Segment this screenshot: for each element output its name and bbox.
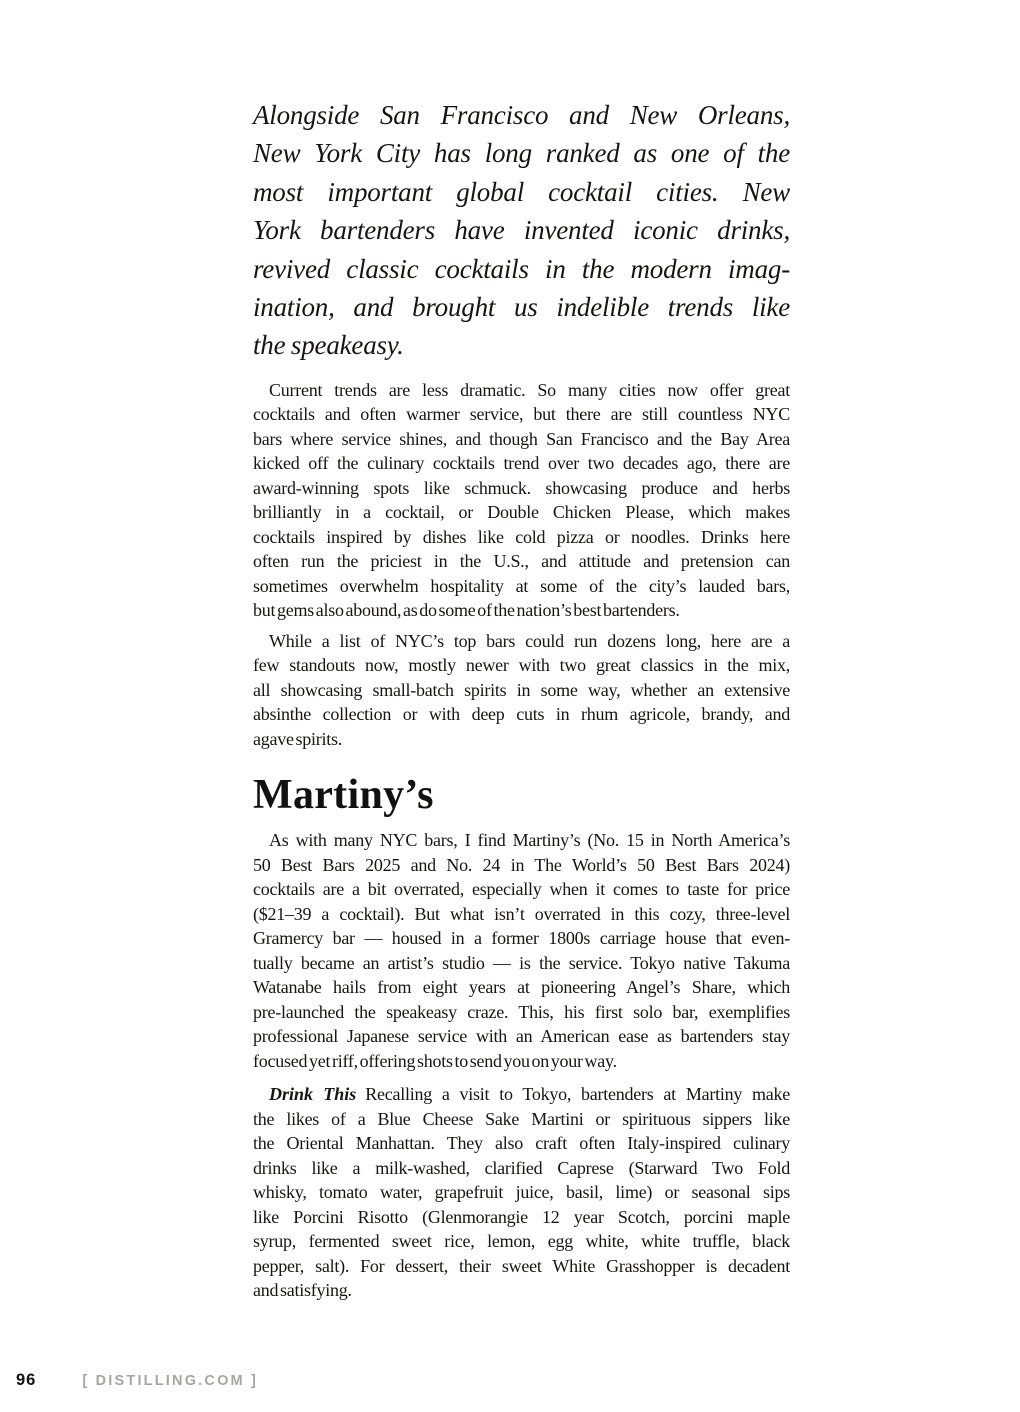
text-line: whisky, tomato water, grapefruit juice, basil, lime) or seasonal sips (253, 1182, 790, 1203)
text-line: drinks like a milk-washed, clarified Caprese (Starward Two Fold (253, 1157, 790, 1178)
page-number: 96 (16, 1371, 37, 1389)
paragraph-current-trends (253, 378, 790, 623)
text-line: Drink This Recalling a visit to Tokyo, bartenders at Martiny make (269, 1084, 791, 1105)
text-line: revived classic cocktails in the modern imag- (253, 253, 790, 284)
text-line: few standouts now, mostly newer with two great classics in the mix, (253, 655, 790, 676)
text-line: Gramercy bar — housed in a former 1800s carriage house that even- (253, 928, 790, 949)
text-line: agave spirits. (253, 728, 342, 749)
text-line: ($21–39 a cocktail). But what isn’t overrated in this cozy, three-level (253, 903, 790, 924)
footer-site-label: [ DISTILLING.COM ] (82, 1373, 259, 1389)
text-line: tually became an artist’s studio — is the service. Tokyo native Takuma (253, 952, 790, 973)
text-line: sometimes overwhelm hospitality at some of the city’s lauded bars, (253, 575, 790, 596)
text-line: award-winning spots like schmuck. showcasing produce and herbs (253, 477, 790, 498)
text-line: most important global cocktail cities. New (253, 176, 790, 207)
paragraph-martinys-review (253, 828, 790, 1073)
text-line: absinthe collection or with deep cuts in rhum agricole, brandy, and (253, 704, 790, 725)
text-line: like Porcini Risotto (Glenmorangie 12 year Scotch, porcini maple (253, 1206, 790, 1227)
article-column (253, 96, 790, 1303)
text-line: often run the priciest in the U.S., and attitude and pretension can (253, 551, 790, 572)
text-line: bars where service shines, and though San Francisco and the Bay Area (253, 428, 790, 449)
text-line: brilliantly in a cocktail, or Double Chicken Please, which makes (253, 502, 790, 523)
page-footer (16, 1371, 258, 1390)
text-line: focused yet riff, offering shots to send you on your way. (253, 1050, 617, 1071)
text-line: the likes of a Blue Cheese Sake Martini or spirituous sippers like (253, 1108, 790, 1129)
text-line: Watanabe hails from eight years at pioneering Angel’s Share, which (253, 977, 790, 998)
text-line: While a list of NYC’s top bars could run dozens long, here are a (269, 630, 790, 651)
drink-this-lead: Drink This (269, 1084, 357, 1105)
text-line: professional Japanese service with an American ease as bartenders stay (253, 1026, 790, 1047)
text-line: kicked off the culinary cocktails trend over two decades ago, there are (253, 453, 790, 474)
text-line: York bartenders have invented iconic drinks, (253, 215, 790, 246)
paragraph-standouts (253, 629, 790, 752)
text-line: all showcasing small-batch spirits in some way, whether an extensive (253, 679, 790, 700)
text-line: ination, and brought us indelible trends like (253, 292, 790, 323)
text-line: cocktails and often warmer service, but there are still countless NYC (253, 404, 790, 425)
text-line: Alongside San Francisco and New Orleans, (253, 100, 790, 130)
section-heading-martinys: Martiny’s (253, 772, 434, 819)
intro-deck-paragraph (253, 96, 790, 365)
text-line: New York City has long ranked as one of the (253, 138, 790, 169)
text-line: As with many NYC bars, I find Martiny’s (No. 15 in North America’s (269, 830, 790, 851)
text-line: pepper, salt). For dessert, their sweet White Grasshopper is decadent (253, 1255, 790, 1276)
text-line: but gems also abound, as do some of the nation’s best bartenders. (253, 600, 680, 621)
text-line: pre-launched the speakeasy craze. This, his first solo bar, exemplifies (253, 1001, 790, 1022)
text-line: cocktails are a bit overrated, especially when it comes to taste for price (253, 879, 790, 900)
text-line: 50 Best Bars 2025 and No. 24 in The World’s 50 Best Bars 2024) (253, 854, 790, 875)
text-line: the speakeasy. (253, 330, 404, 361)
text-line: the Oriental Manhattan. They also craft often Italy-inspired culinary (253, 1133, 790, 1154)
text-line: syrup, fermented sweet rice, lemon, egg white, white truffle, black (253, 1231, 790, 1252)
text-line: Current trends are less dramatic. So many cities now offer great (269, 379, 790, 400)
text-line: and satisfying. (253, 1280, 352, 1301)
paragraph-drink-this (253, 1082, 790, 1303)
text-line: cocktails inspired by dishes like cold pizza or noodles. Drinks here (253, 526, 790, 547)
